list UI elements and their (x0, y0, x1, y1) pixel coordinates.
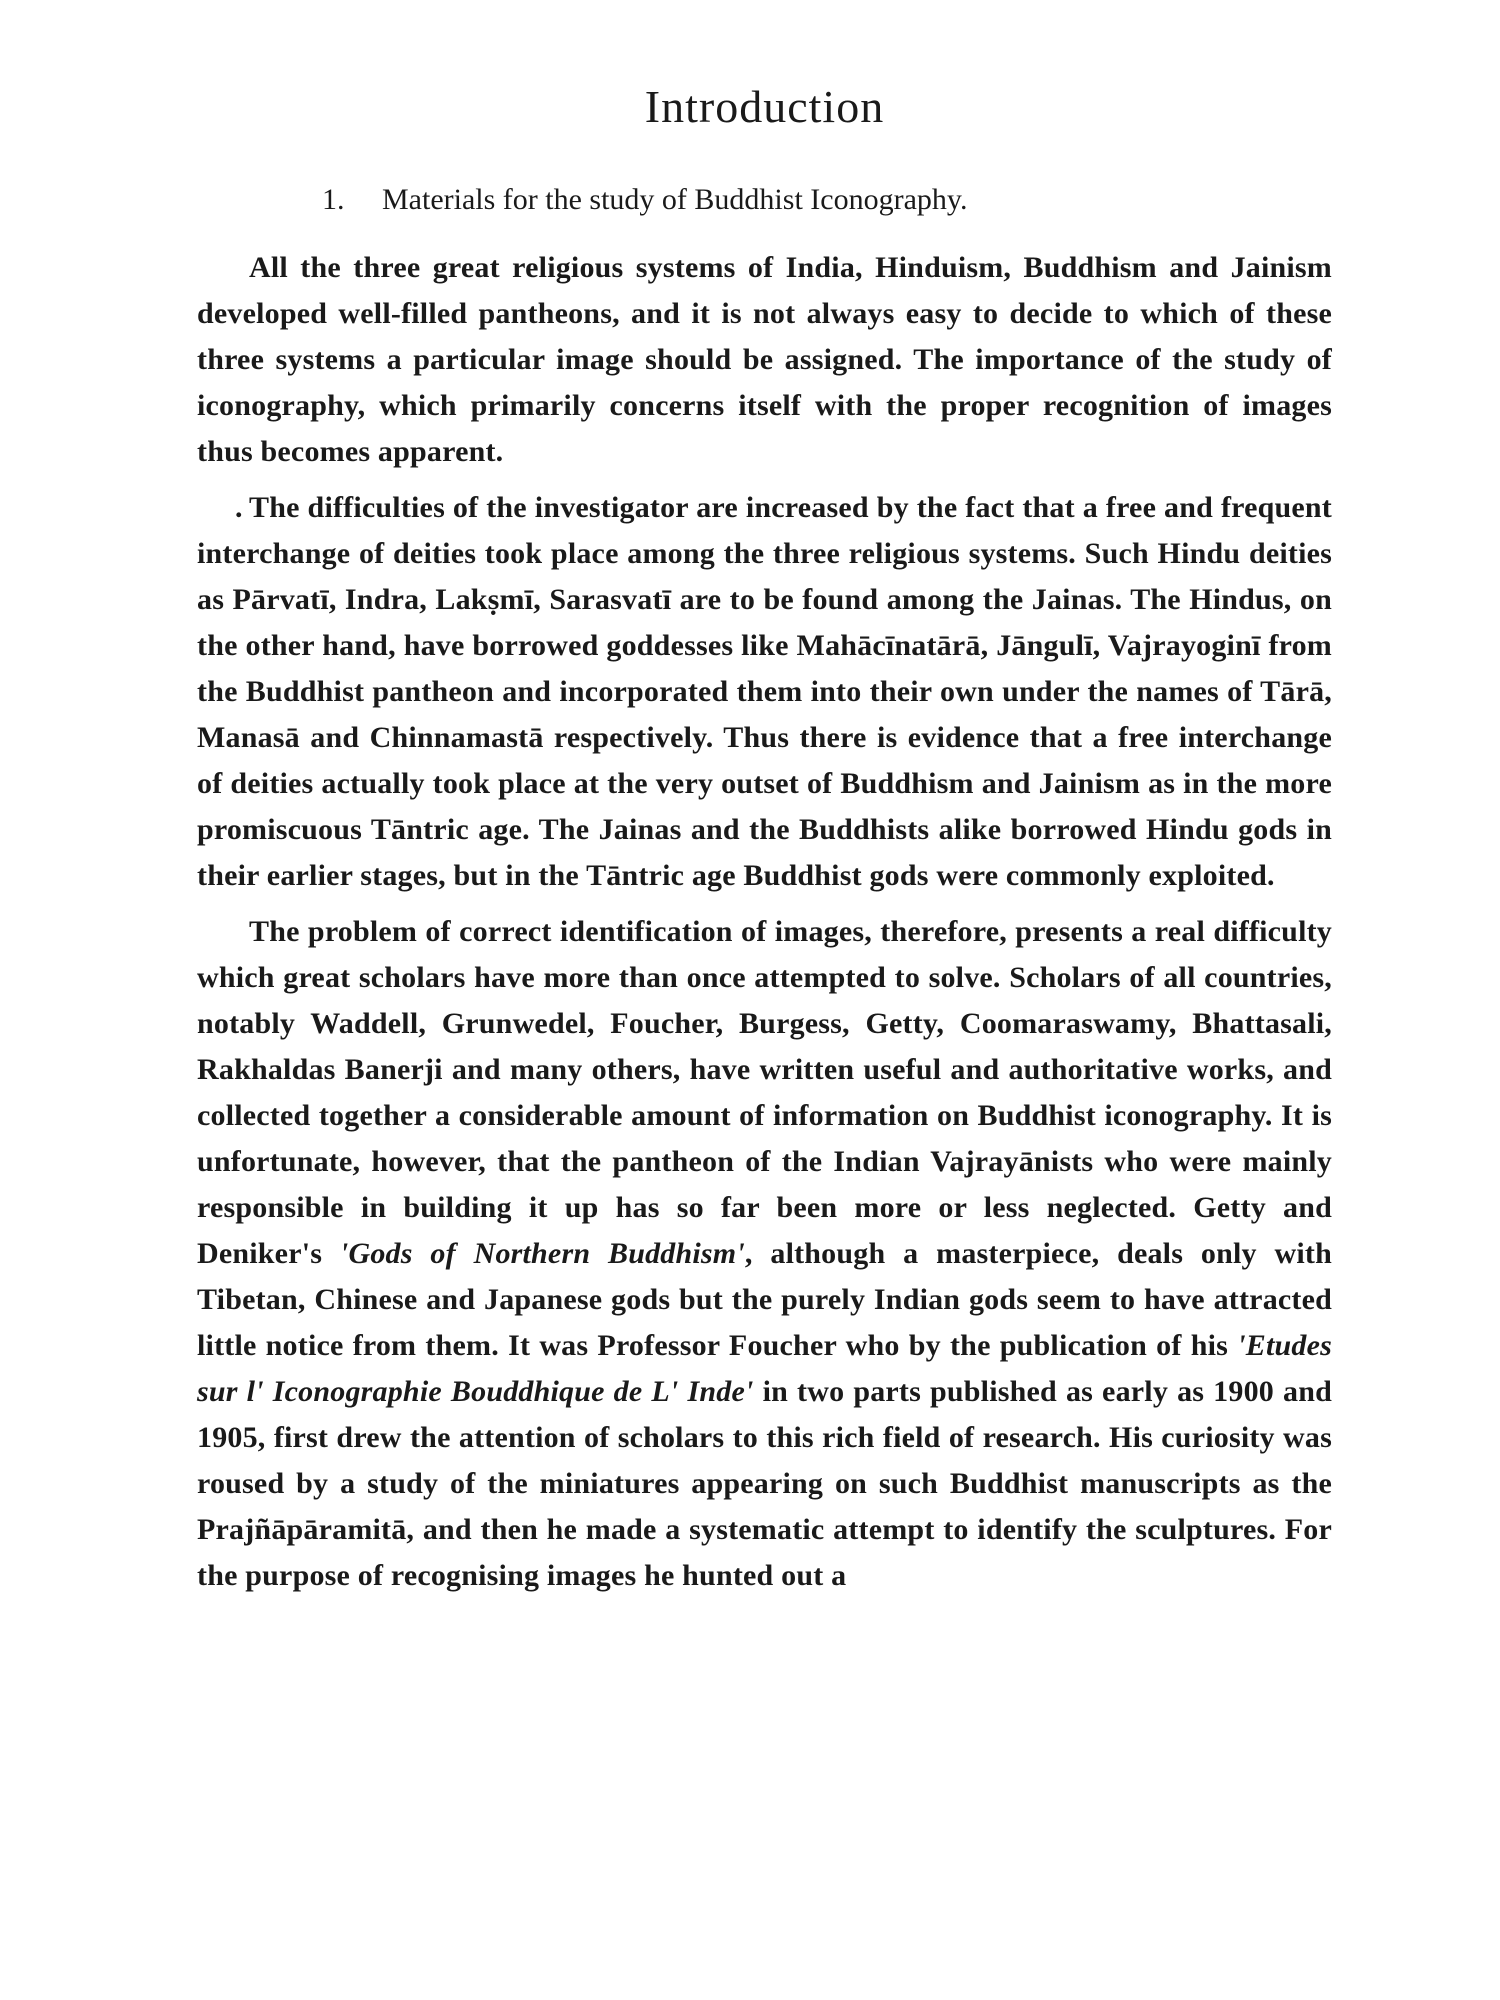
paragraph-2 (197, 485, 1332, 899)
paragraph-3-text-2: , although a masterpiece, deals only with Tibetan, Chinese and Japanese gods but the purely Indian gods seem to have attracted little notice from them. It was Professor Foucher who by the publication of his (197, 1237, 1332, 1362)
paragraph-2-text: The difficulties of the investigator are increased by the fact that a free and frequent interchange of deities took place among the three religious systems. Such Hindu deities as Pārvatī, Indra, Lakṣmī, Sarasvatī are to be found among the Jainas. The Hindus, on the other hand, have borrowed goddesses like Mahācīnatārā, Jāngulī, Vajrayoginī from the Buddhist pantheon and incorporated them into their own under the names of Tārā, Manasā and Chinnamastā respectively. Thus there is evidence that a free interchange of deities actually took place at the very outset of Buddhism and Jainism as in the more promiscuous Tāntric age. The Jainas and the Buddhists alike borrowed Hindu gods in their earlier stages, but in the Tāntric age Buddhist gods were commonly exploited. (197, 491, 1332, 892)
document-page (197, 80, 1332, 1609)
section-title: Materials for the study of Buddhist Iconography. (382, 183, 968, 216)
paragraph-3-text-3: in two parts published as early as 1900 and 1905, first drew the attention of scholars to this rich field of research. His curiosity was roused by a study of the miniatures appearing on such Buddhist manuscripts as the Prajñāpāramitā, and then he made a systematic attempt to identify the sculptures. For the purpose of recognising images he hunted out a (197, 1375, 1332, 1592)
section-heading (322, 183, 1332, 217)
page-title: Introduction (644, 81, 885, 132)
paragraph-1: All the three great religious systems of India, Hinduism, Buddhism and Jainism developed well-filled pantheons, and it is not always easy to decide to which of these three systems a particular image should be assigned. The importance of the study of iconography, which primarily concerns itself with the proper recognition of images thus becomes apparent. (197, 251, 1332, 468)
paragraph-3 (197, 909, 1332, 1599)
paragraph-3-text-1: The problem of correct identification of images, therefore, presents a real difficulty which great scholars have more than once attempted to solve. Scholars of all countries, notably Waddell, Grunwedel, Foucher, Burgess, Getty, Coomaraswamy, Bhattasali, Rakhaldas Banerji and many others, have written useful and authoritative works, and collected together a considerable amount of information on Buddhist iconography. It is unfortunate, however, that the pantheon of the Indian Vajrayānists who were mainly responsible in building it up has so far been more or less neglected. Getty and Deniker's (197, 915, 1332, 1270)
book-title-gods-of-northern-buddhism: 'Gods of Northern Buddhism' (339, 1237, 745, 1270)
book-title-etudes: 'Etudes sur l' Iconographie Bouddhique de L' Inde' (197, 1329, 1332, 1408)
section-number: 1. (322, 183, 345, 216)
stray-mark: . (235, 491, 243, 524)
